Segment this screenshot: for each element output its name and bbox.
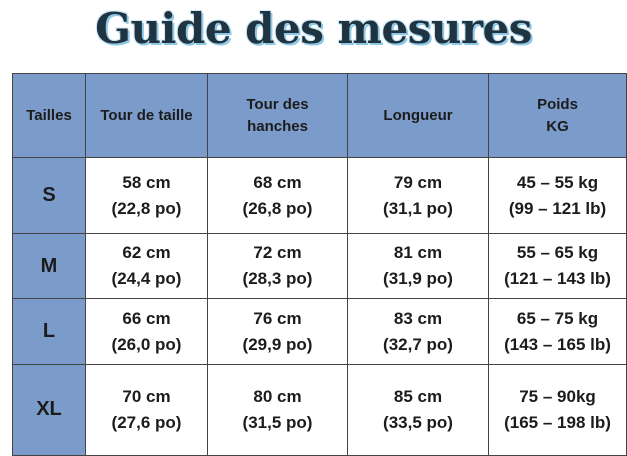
- waist-in: (22,8 po): [111, 198, 182, 218]
- weight-kg: 65 – 75 kg: [516, 308, 599, 328]
- header-waist-label: Tour de taille: [100, 106, 193, 124]
- length-in: (31,9 po): [383, 269, 453, 289]
- length-cell: [348, 234, 489, 299]
- waist-cell: [86, 299, 208, 364]
- length-cm: 85 cm: [393, 386, 443, 406]
- table-row: [13, 299, 627, 364]
- hips-cell: [208, 234, 348, 299]
- header-waist: [86, 74, 208, 158]
- weight-cell: [489, 158, 627, 234]
- hips-cm: 68 cm: [253, 172, 302, 192]
- hips-cell: [208, 299, 348, 364]
- waist-in: (27,6 po): [111, 412, 182, 432]
- weight-kg: 45 – 55 kg: [516, 172, 599, 192]
- weight-cell: [489, 234, 627, 299]
- table-row: [13, 364, 627, 455]
- size-table: [12, 73, 627, 456]
- waist-cell: [86, 234, 208, 299]
- hips-cm: 72 cm: [253, 243, 302, 263]
- weight-lb: (121 – 143 lb): [504, 269, 611, 289]
- length-cell: [348, 158, 489, 234]
- length-cell: [348, 299, 489, 364]
- weight-lb: (99 – 121 lb): [508, 198, 607, 218]
- hips-in: (29,9 po): [242, 334, 313, 354]
- hips-cell: [208, 158, 348, 234]
- header-size: [13, 74, 86, 158]
- waist-in: (24,4 po): [111, 269, 182, 289]
- hips-cm: 80 cm: [253, 386, 302, 406]
- header-size-label: Tailles: [26, 106, 72, 124]
- length-cm: 81 cm: [393, 243, 443, 263]
- table-row: [13, 234, 627, 299]
- waist-cm: 62 cm: [122, 243, 171, 263]
- waist-cell: [86, 158, 208, 234]
- header-weight-label-line1: Poids: [537, 95, 578, 113]
- hips-cm: 76 cm: [253, 308, 302, 328]
- length-cm: 83 cm: [393, 308, 443, 328]
- header-weight: [489, 74, 627, 158]
- length-in: (33,5 po): [383, 412, 453, 432]
- size-cell: L: [13, 299, 86, 364]
- header-row: [13, 74, 627, 158]
- weight-cell: [489, 299, 627, 364]
- header-hips-label-line2: hanches: [247, 117, 308, 135]
- header-length-label: Longueur: [383, 106, 453, 124]
- size-cell: S: [13, 158, 86, 234]
- hips-in: (31,5 po): [242, 412, 313, 432]
- weight-lb: (143 – 165 lb): [504, 334, 611, 354]
- waist-cm: 66 cm: [122, 308, 171, 328]
- header-weight-label-line2: KG: [546, 117, 569, 135]
- hips-in: (28,3 po): [242, 269, 313, 289]
- header-hips-label-line1: Tour des: [246, 95, 309, 113]
- length-in: (32,7 po): [383, 334, 453, 354]
- page-title: Guide des mesures: [95, 4, 532, 53]
- length-cm: 79 cm: [393, 172, 443, 192]
- hips-in: (26,8 po): [242, 198, 313, 218]
- size-cell: XL: [13, 364, 86, 455]
- weight-lb: (165 – 198 lb): [504, 412, 611, 432]
- waist-in: (26,0 po): [111, 334, 182, 354]
- weight-kg: 55 – 65 kg: [516, 243, 599, 263]
- header-hips: [208, 74, 348, 158]
- waist-cell: [86, 364, 208, 455]
- waist-cm: 58 cm: [122, 172, 171, 192]
- length-cell: [348, 364, 489, 455]
- weight-cell: [489, 364, 627, 455]
- hips-cell: [208, 364, 348, 455]
- header-length: [348, 74, 489, 158]
- weight-kg: 75 – 90kg: [519, 386, 596, 406]
- length-in: (31,1 po): [383, 198, 453, 218]
- waist-cm: 70 cm: [122, 386, 171, 406]
- size-cell: M: [13, 234, 86, 299]
- table-row: [13, 158, 627, 234]
